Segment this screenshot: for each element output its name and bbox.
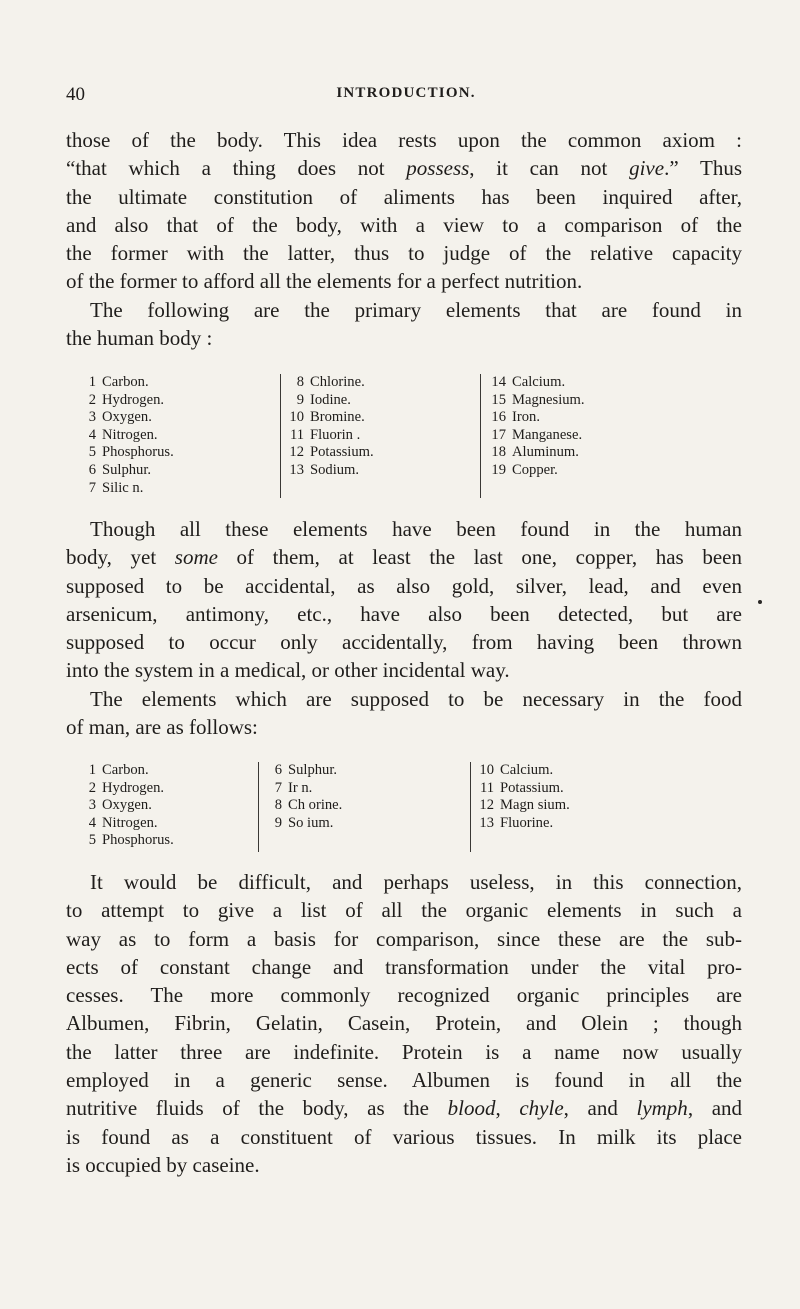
table-column-3 xyxy=(476,762,570,832)
element-row xyxy=(78,780,174,798)
element-name: Copper. xyxy=(512,461,558,478)
element-number: 2 xyxy=(88,391,96,408)
element-row xyxy=(286,409,374,427)
italic-word: chyle xyxy=(519,1096,564,1121)
column-divider xyxy=(258,762,259,852)
element-row xyxy=(488,374,585,392)
element-name: Ir n. xyxy=(288,779,313,796)
element-number: 9 xyxy=(296,391,304,408)
element-number: 13 xyxy=(479,814,494,831)
element-number: 16 xyxy=(491,409,506,426)
text-line: cesses. The more commonly recognized organic principles are xyxy=(66,983,742,1008)
element-number: 13 xyxy=(289,461,304,478)
element-number: 6 xyxy=(274,762,282,778)
element-number: 9 xyxy=(274,814,282,831)
element-row xyxy=(78,409,174,427)
element-number: 1 xyxy=(88,762,96,778)
element-name: Sodium. xyxy=(310,461,360,478)
page-header xyxy=(66,84,746,114)
text-line: is found as a constituent of various tissues. In milk its place xyxy=(66,1124,742,1149)
element-row xyxy=(78,480,174,498)
element-number: 7 xyxy=(88,479,96,496)
text-line: way as to form a basis for comparison, since these are the sub- xyxy=(66,926,742,951)
element-row xyxy=(78,815,174,833)
element-row xyxy=(78,797,174,815)
ink-speck xyxy=(758,600,762,604)
italic-word: give xyxy=(629,156,665,181)
element-name: So ium. xyxy=(288,814,334,831)
element-name: Calcium. xyxy=(512,374,566,390)
text-line: and also that of the body, with a view to a comparison of the xyxy=(66,212,742,237)
element-name: Potassium. xyxy=(310,444,374,461)
element-name: Potassium. xyxy=(500,779,564,796)
food-elements-table xyxy=(78,762,718,852)
element-number: 6 xyxy=(88,461,96,478)
element-number: 5 xyxy=(88,444,96,461)
element-name: Aluminum. xyxy=(512,444,579,461)
element-name: Oxygen. xyxy=(102,797,152,814)
element-name: Nitrogen. xyxy=(102,426,158,443)
text-line: the ultimate constitution of aliments has been inquired after, xyxy=(66,184,742,209)
column-divider xyxy=(470,762,471,852)
table-column-1 xyxy=(78,374,174,497)
element-name: Carbon. xyxy=(102,762,149,778)
element-row xyxy=(286,374,374,392)
element-row xyxy=(488,444,585,462)
text-line: “that which a thing does not possess, it can not give.” Thus xyxy=(66,156,742,181)
element-row xyxy=(286,427,374,445)
element-row xyxy=(488,409,585,427)
element-number: 5 xyxy=(88,832,96,849)
element-row xyxy=(476,797,570,815)
text-line: The elements which are supposed to be necessary in the food xyxy=(90,687,742,711)
element-name: Manganese. xyxy=(512,426,583,443)
italic-word: blood xyxy=(447,1096,496,1121)
element-row xyxy=(264,797,342,815)
element-name: Silic n. xyxy=(102,479,144,496)
text-line: is occupied by caseine. xyxy=(66,1152,260,1177)
element-number: 3 xyxy=(88,797,96,814)
element-name: Chlorine. xyxy=(310,374,365,390)
column-divider xyxy=(480,374,481,498)
element-row xyxy=(78,427,174,445)
element-number: 3 xyxy=(88,409,96,426)
page-number: 40 xyxy=(66,84,85,105)
element-row xyxy=(476,762,570,780)
element-number: 17 xyxy=(491,426,506,443)
text-line: Albumen, Fibrin, Gelatin, Casein, Protein, and Olein ; though xyxy=(66,1011,742,1036)
element-row xyxy=(264,780,342,798)
element-row xyxy=(78,374,174,392)
text-line: supposed to occur only accidentally, from having been thrown xyxy=(66,630,742,655)
element-row xyxy=(488,427,585,445)
text-line: of man, are as follows: xyxy=(66,715,258,740)
element-number: 8 xyxy=(296,374,304,390)
element-name: Nitrogen. xyxy=(102,814,158,831)
element-number: 10 xyxy=(289,409,304,426)
element-row xyxy=(488,462,585,480)
text-line: supposed to be accidental, as also gold, silver, lead, and even xyxy=(66,573,742,598)
italic-word: some xyxy=(174,545,218,570)
text-line: employed in a generic sense. Albumen is found in all the xyxy=(66,1068,742,1093)
element-number: 14 xyxy=(491,374,506,390)
element-name: Carbon. xyxy=(102,374,149,390)
running-head: INTRODUCTION. xyxy=(336,85,476,101)
element-row xyxy=(78,444,174,462)
element-number: 11 xyxy=(479,779,494,796)
text-line: the human body : xyxy=(66,326,213,351)
element-number: 10 xyxy=(479,762,494,778)
paragraph-primary-elements-intro xyxy=(66,296,742,353)
element-name: Phosphorus. xyxy=(102,832,174,849)
element-number: 7 xyxy=(274,779,282,796)
table-column-2 xyxy=(264,762,342,832)
paragraph-axiom xyxy=(66,126,742,296)
text-line: the former with the latter, thus to judge of the relative capacity xyxy=(66,241,742,266)
text-line: of the former to afford all the elements for a perfect nutrition. xyxy=(66,269,583,294)
element-row xyxy=(488,392,585,410)
text-line: to attempt to give a list of all the organic elements in such a xyxy=(66,898,742,923)
element-row xyxy=(286,444,374,462)
paragraph-accidental-elements xyxy=(66,515,742,685)
element-row xyxy=(78,392,174,410)
italic-word: lymph xyxy=(636,1096,688,1121)
element-name: Phosphorus. xyxy=(102,444,174,461)
text-line: those of the body. This idea rests upon the common axiom : xyxy=(66,128,742,152)
element-number: 8 xyxy=(274,797,282,814)
element-number: 4 xyxy=(88,426,96,443)
element-number: 4 xyxy=(88,814,96,831)
element-number: 18 xyxy=(491,444,506,461)
element-name: Oxygen. xyxy=(102,409,152,426)
element-number: 19 xyxy=(491,461,506,478)
element-row xyxy=(264,762,342,780)
element-name: Bromine. xyxy=(310,409,365,426)
element-row xyxy=(78,462,174,480)
element-row xyxy=(78,832,174,850)
element-number: 12 xyxy=(479,797,494,814)
table-column-2 xyxy=(286,374,374,480)
element-name: Fluorin . xyxy=(310,426,361,443)
element-row xyxy=(78,762,174,780)
element-row xyxy=(286,462,374,480)
element-row xyxy=(264,815,342,833)
text-line: body, yet some of them, at least the last one, copper, has been xyxy=(66,545,742,570)
text-line: Though all these elements have been found in the human xyxy=(90,517,742,541)
element-number: 12 xyxy=(289,444,304,461)
element-name: Hydrogen. xyxy=(102,391,165,408)
text-line: the latter three are indefinite. Protein is a name now usually xyxy=(66,1039,742,1064)
element-name: Ch orine. xyxy=(288,797,343,814)
text-line: into the system in a medical, or other incidental way. xyxy=(66,658,510,683)
element-name: Hydrogen. xyxy=(102,779,165,796)
element-name: Sulphur. xyxy=(102,461,152,478)
primary-elements-table xyxy=(78,374,718,498)
text-line: It would be difficult, and perhaps useless, in this connection, xyxy=(90,870,742,894)
element-number: 2 xyxy=(88,779,96,796)
element-number: 11 xyxy=(289,426,304,443)
table-column-1 xyxy=(78,762,174,850)
paragraph-organic-principles xyxy=(66,868,742,1179)
text-line: ects of constant change and transformation under the vital pro- xyxy=(66,954,742,979)
element-name: Magnesium. xyxy=(512,391,585,408)
element-name: Calcium. xyxy=(500,762,554,778)
element-row xyxy=(476,780,570,798)
text-line: The following are the primary elements that are found in xyxy=(90,298,742,322)
italic-word: possess xyxy=(406,156,470,181)
element-row xyxy=(476,815,570,833)
element-number: 1 xyxy=(88,374,96,390)
element-name: Magn sium. xyxy=(500,797,570,814)
text-line: nutritive fluids of the body, as the blood, chyle, and lymph, and xyxy=(66,1096,743,1121)
element-name: Sulphur. xyxy=(288,762,338,778)
table-column-3 xyxy=(488,374,585,480)
element-name: Fluorine. xyxy=(500,814,554,831)
element-number: 15 xyxy=(491,391,506,408)
paragraph-food-elements-intro xyxy=(66,685,742,742)
element-row xyxy=(286,392,374,410)
column-divider xyxy=(280,374,281,498)
element-name: Iron. xyxy=(512,409,540,426)
text-line: arsenicum, antimony, etc., have also been detected, but are xyxy=(66,601,742,626)
element-name: Iodine. xyxy=(310,391,351,408)
